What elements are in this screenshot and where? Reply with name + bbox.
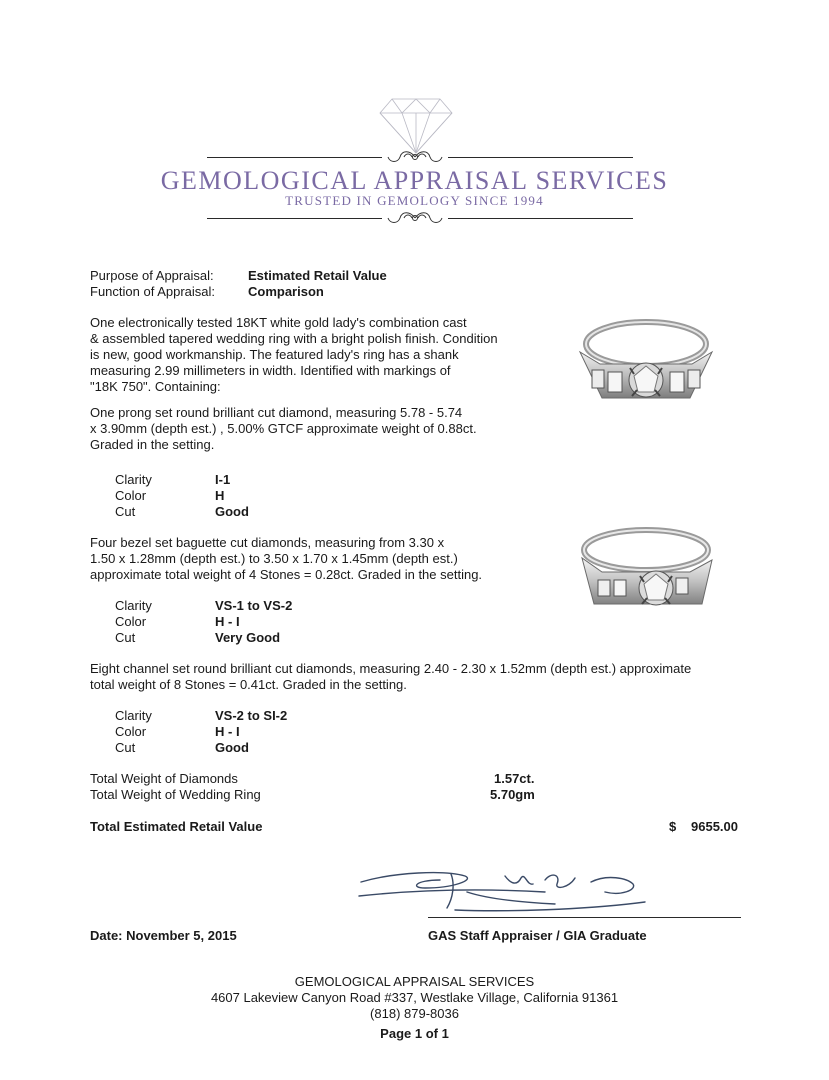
total-diamonds-value: 1.57ct. (494, 771, 535, 786)
description-line: One electronically tested 18KT white gold lady's combination cast (90, 315, 467, 330)
grade-value: I-1 (215, 472, 231, 487)
grade-value: Very Good (215, 630, 281, 645)
diamond-logo-icon (378, 95, 454, 155)
appraisal-date: Date: November 5, 2015 (90, 928, 237, 943)
page-number: Page 1 of 1 (380, 1026, 449, 1041)
grade-label: Clarity (115, 708, 152, 723)
purpose-value: Estimated Retail Value (248, 268, 387, 283)
grade-value: H - I (215, 614, 240, 629)
stone-line: Eight channel set round brilliant cut diamonds, measuring 2.40 - 2.30 x 1.52mm (depth est.) approximate (90, 661, 692, 676)
description-line: "18K 750". Containing: (90, 379, 221, 394)
center-diamond-description (90, 405, 530, 453)
total-ring-weight-label: Total Weight of Wedding Ring (90, 787, 261, 802)
footer-phone: (818) 879-8036 (370, 1006, 459, 1021)
total-retail-value: 9655.00 (691, 819, 738, 834)
stone-line: Four bezel set baguette cut diamonds, measuring from 3.30 x (90, 535, 445, 550)
grade-value: Good (215, 740, 249, 755)
grade-label: Cut (115, 740, 136, 755)
header-rule-top-right (448, 157, 633, 158)
grade-label: Color (115, 614, 147, 629)
ring-photo-front (572, 308, 720, 428)
grade-value: H - I (215, 724, 240, 739)
channel-diamonds-description (90, 661, 740, 693)
function-value: Comparison (248, 284, 324, 299)
total-ring-weight-value: 5.70gm (490, 787, 535, 802)
currency-symbol: $ (669, 819, 677, 834)
function-label: Function of Appraisal: (90, 284, 216, 299)
company-tagline: TRUSTED IN GEMOLOGY SINCE 1994 (285, 193, 544, 208)
grade-label: Color (115, 724, 147, 739)
stone-line: approximate total weight of 4 Stones = 0.28ct. Graded in the setting. (90, 567, 483, 582)
grade-label: Clarity (115, 598, 152, 613)
header-rule-bottom-left (207, 218, 382, 219)
total-retail-value-label: Total Estimated Retail Value (90, 819, 263, 834)
flourish-ornament-icon (382, 148, 448, 166)
company-name: GEMOLOGICAL APPRAISAL SERVICES (160, 166, 669, 195)
stone-line: 1.50 x 1.28mm (depth est.) to 3.50 x 1.70 x 1.45mm (depth est.) (90, 551, 458, 566)
stone-line: total weight of 8 Stones = 0.41ct. Graded in the setting. (90, 677, 407, 692)
footer-company: GEMOLOGICAL APPRAISAL SERVICES (294, 974, 535, 989)
stone-line: x 3.90mm (depth est.) , 5.00% GTCF approximate weight of 0.88ct. (90, 421, 477, 436)
grade-value: Good (215, 504, 249, 519)
purpose-label: Purpose of Appraisal: (90, 268, 214, 283)
description-line: is new, good workmanship. The featured lady's ring has a shank (90, 347, 459, 362)
flourish-ornament-icon (382, 209, 448, 227)
grade-label: Color (115, 488, 147, 503)
grade-label: Cut (115, 504, 136, 519)
grade-value: VS-2 to SI-2 (215, 708, 288, 723)
header-rule-bottom-right (448, 218, 633, 219)
appraiser-title: GAS Staff Appraiser / GIA Graduate (428, 928, 647, 943)
stone-line: One prong set round brilliant cut diamond, measuring 5.78 - 5.74 (90, 405, 463, 420)
ring-description (90, 315, 530, 395)
footer-address: 4607 Lakeview Canyon Road #337, Westlake Village, California 91361 (210, 990, 619, 1005)
description-line: measuring 2.99 millimeters in width. Identified with markings of (90, 363, 451, 378)
grade-value: H (215, 488, 225, 503)
header-rule-top-left (207, 157, 382, 158)
grade-label: Cut (115, 630, 136, 645)
grade-value: VS-1 to VS-2 (215, 598, 293, 613)
grade-label: Clarity (115, 472, 152, 487)
baguette-diamonds-description (90, 535, 530, 583)
total-diamonds-label: Total Weight of Diamonds (90, 771, 238, 786)
appraiser-signature (355, 862, 655, 920)
ring-photo-side (572, 518, 720, 638)
description-line: & assembled tapered wedding ring with a bright polish finish. Condition (90, 331, 498, 346)
signature-line (428, 917, 741, 918)
stone-line: Graded in the setting. (90, 437, 215, 452)
